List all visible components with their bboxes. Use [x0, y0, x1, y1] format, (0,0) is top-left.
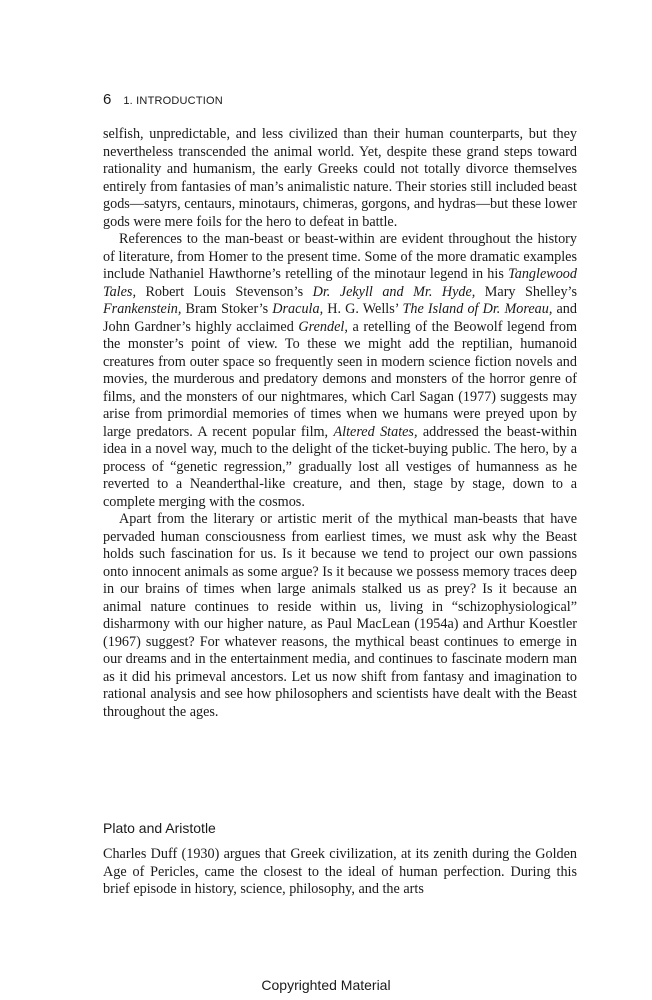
paragraph [103, 126, 577, 231]
page-header [103, 91, 223, 108]
italic-title: Frankenstein, [103, 301, 182, 317]
paragraph: Charles Duff (1930) argues that Greek civilization, at its zenith during the Golden Age of Pericles, came the closest to the ideal of human perfection. During this brief episode in history, science, philosophy, and the arts [103, 846, 577, 897]
text-run: a retelling of the Beowolf legend from the monster’s point of view. To these we might add the reptilian, humanoid creatures from outer space so frequently seen in modern science fiction novels and movies, the murderous and predatory demons and monsters of the horror genre of films, and the monsters of our nightmares, which Carl Sagan (1977) suggests may arise from primordial memories of times when we humans were preyed upon by large predators. A recent popular film, [103, 318, 577, 440]
text-run: Robert Louis Stevenson’s [136, 283, 313, 300]
paragraph [103, 231, 577, 511]
italic-title: Tanglewood Tales, [103, 266, 577, 300]
running-head: 1. INTRODUCTION [123, 95, 223, 107]
text-run: Mary Shelley’s [475, 283, 578, 300]
section-body [103, 846, 577, 899]
section-heading: Plato and Aristotle [103, 820, 216, 836]
italic-title: Dr. Jekyll and Mr. Hyde, [312, 283, 476, 300]
text-run: References to the man-beast or beast-within are evident throughout the history of literature, from Homer to the present time. Some of the more dramatic examples include Nathaniel Hawthorne’s retelling of the minotaur legend in his [103, 231, 577, 282]
italic-title: Grendel, [298, 318, 348, 335]
text-run: Apart from the literary or artistic merit of the mythical man-beasts that have pervaded human consciousness from earliest times, we must ask why the Beast holds such fascination for us. Is it because we tend to project our own passions onto innocent animals as some argue? Is it because we possess memory traces deep in our brains of times when large animals stalked us as prey? Is it because an animal nature continues to reside within us, living in “schizophysiological” disharmony with our higher nature, as Paul MacLean (1954a) and Arthur Koestler (1967) suggest? For whatever reasons, the mythical beast continues to emerge in our dreams and in the entertainment media, and continues to fascinate modern man as it did his primeval ancestors. Let us now shift from fantasy and imagination to rational analysis and see how philosophers and scientists have dealt with the Beast throughout the ages. [103, 511, 577, 720]
text-run: selfish, unpredictable, and less civilized than their human counterparts, but they nevertheless transcended the animal world. Yet, despite these grand steps toward rationality and humanism, the early Greeks could not totally divorce themselves entirely from fantasies of man’s animalistic nature. Their stories still included beast gods—satyrs, centaurs, minotaurs, chimeras, gorgons, and hydras—but these lower gods were mere foils for the hero to defeat in battle. [103, 126, 577, 230]
text-run: and John Gardner’s highly acclaimed [103, 301, 577, 335]
italic-title: Altered States, [333, 423, 418, 440]
text-run: H. G. Wells’ [323, 301, 403, 317]
text-run: addressed the beast-within idea in a novel way, much to the delight of the ticket-buying public. The hero, by a process of “genetic regression,” gradually lost all vestiges of humanness as he reverted to a Neanderthal-like creature, and then, stage by stage, down to a complete merging with the cosmos. [103, 423, 577, 510]
italic-title: The Island of Dr. Moreau, [402, 301, 553, 317]
copyright-footer: Copyrighted Material [261, 977, 391, 993]
body-text [103, 126, 577, 721]
italic-title: Dracula, [272, 301, 324, 317]
paragraph [103, 511, 577, 721]
text-run: Bram Stoker’s [181, 301, 273, 317]
page-number: 6 [103, 91, 112, 108]
